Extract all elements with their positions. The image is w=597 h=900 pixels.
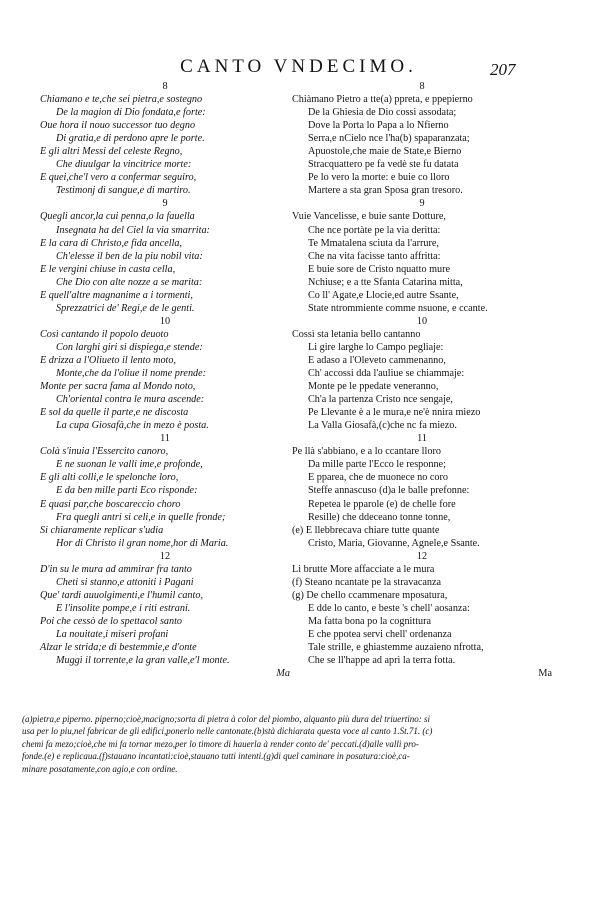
- footnote-line: (a)pietra,e piperno. piperno;cioè,macigno;sorta di pietra à color del piombo, alquanto più dura del triuertino: si: [22, 714, 430, 724]
- verse-line: Ch' accossi dda l'auliue se chiammaje:: [308, 368, 465, 380]
- stanza-number: 9: [162, 198, 168, 210]
- verse-line: Ch'a la partenza Cristo nce sengaje,: [308, 394, 453, 406]
- verse-line: E sol da quelle il parte,e ne discosta: [40, 407, 189, 419]
- page-title: CANTO VNDECIMO.: [180, 56, 417, 77]
- verse-line: Te Mmatalena sciuta da l'arrure,: [308, 237, 439, 249]
- verse-line: E drizza a l'Oliueto il lento moto,: [40, 354, 177, 366]
- stanza-number: 9: [419, 198, 425, 210]
- stanza-number: 11: [160, 433, 170, 445]
- verse-line: Chiàmano Pietro a tte(a) ppreta, e ppepierno: [292, 94, 473, 106]
- verse-line: Poi che cessò de lo spettacol santo: [40, 615, 183, 627]
- verse-line: E pparea, che de muonece no coro: [308, 472, 449, 484]
- verse-line: D'in su le mura ad ammirar fra tanto: [40, 563, 192, 575]
- verse-line: Ch'oriental contra le mura ascende:: [56, 394, 205, 406]
- verse-line: E da ben mille parti Eco risponde:: [56, 485, 198, 497]
- verse-line: Ma fatta bona po la cognittura: [308, 615, 432, 627]
- verse-line: Chiamano e te,che sei pietra,e sostegno: [40, 94, 203, 106]
- verse-line: Pe llà s'abbiano, e a lo ccantare lloro: [292, 446, 441, 458]
- verse-line: Resille) che ddeceano tonne tonne,: [308, 511, 451, 523]
- verse-line: Muggì il torrente,e la gran valle,e'l monte.: [56, 655, 230, 667]
- verse-line: Quegli ancor,la cui penna,o la fauella: [40, 211, 195, 223]
- verse-line: E quell'altre magnanime a i tormenti,: [40, 289, 193, 301]
- verse-line: State ntrommiente comme nsuone, e ccante.: [308, 302, 488, 314]
- footnote-line: chemi fa mezo;cioè,che mi fa tornar mezo,per lo timore di hauerla à render conto de' peccati.(d)alle valli pro-: [22, 738, 419, 749]
- verse-line: La cupa Giosafà,che in mezo è posta.: [56, 420, 209, 432]
- verse-line: Alzar le strida;e di bestemmie,e d'onte: [40, 642, 197, 654]
- catchword: Ma: [276, 668, 290, 680]
- verse-line: Insegnata ha del Ciel la via smarrita:: [56, 224, 210, 236]
- verse-line: (f) Steano ncantate pe la stravacanza: [292, 576, 442, 588]
- catchword: Ma: [538, 668, 552, 680]
- verse-line: Pe lo vero la morte: e buie co lloro: [308, 172, 450, 184]
- verse-line: Così cantando il popolo deuoto: [40, 328, 169, 340]
- stanza-number: 8: [419, 81, 425, 92]
- verse-line: E ne suonan le valli ime,e profonde,: [56, 459, 203, 471]
- verse-line: Colà s'inuia l'Essercito canoro,: [40, 446, 169, 458]
- neapolitan-verse-column: [292, 80, 552, 680]
- verse-line: Dove la Porta lo Papa a lo Nfierno: [308, 120, 449, 132]
- verse-line: Che se ll'happe ad aprì la terra fotta.: [308, 655, 456, 667]
- verse-line: Stracquattero pe fa vedè ste fu datata: [308, 159, 459, 171]
- verse-line: Serra,e nCielo nce l'ha(b) spaparanzata;: [308, 133, 470, 145]
- verse-line: Da mille parte l'Ecco le responne;: [308, 459, 446, 471]
- verse-line: E l'insolite pompe,e i riti estrani.: [56, 602, 191, 614]
- stanza-number: 10: [416, 315, 428, 327]
- stanza-number: 11: [417, 433, 427, 445]
- verse-line: Vuie Vancelisse, e buie sante Dotture,: [292, 211, 446, 223]
- verse-line: Martere a sta gran Sposa gran tresoro.: [308, 185, 463, 197]
- verse-line: E gli altri Messi del celeste Regno,: [40, 146, 183, 158]
- verse-line: Monte,che da l'oliue il nome prende:: [56, 368, 207, 380]
- verse-line: Cristo, Maria, Giovanne, Agnele,e Ssante.: [308, 537, 480, 549]
- stanza-number: 10: [159, 315, 171, 327]
- verse-line: (g) De chello ccammenare mposatura,: [292, 589, 448, 601]
- verse-line: La nouitate,i miseri profani: [56, 628, 169, 640]
- verse-line: Pe Llevante è a le mura,e ne'è nnira miezo: [308, 407, 481, 419]
- stanza-number: 12: [159, 550, 171, 562]
- verse-line: Repetea le pparole (e) de chelle fore: [308, 498, 456, 510]
- verse-line: Che na vita facisse tanto affritta:: [308, 250, 441, 262]
- verse-line: E la cara di Christo,e fida ancella,: [40, 237, 183, 249]
- italian-verse-column: [40, 80, 290, 680]
- footnotes: [22, 713, 570, 775]
- stanza-number: 12: [416, 550, 428, 562]
- verse-line: De la Ghiesia de Dio cossi assodata;: [308, 107, 457, 119]
- verse-line: Che nce portàte pe la via deritta:: [308, 224, 441, 236]
- verse-line: Fra quegli antri si celi,e in quelle fronde;: [56, 511, 226, 523]
- verse-line: La Valla Giosafà,(c)che nc fa miezo.: [308, 420, 457, 432]
- verse-line: E che ppotea servi chell' ordenanza: [308, 628, 452, 640]
- footnote-line: fonde.(e) e replicaua.(f)stauano incantati:cioè,stauano tutti intenti.(g)di quel caminare in posatura:cioè,ca-: [22, 751, 410, 762]
- verse-line: Che Dio con alte nozze a se marita:: [56, 276, 203, 288]
- verse-line: Steffe annascuso (d)a le balle prefonne:: [308, 485, 470, 497]
- verse-line: E quasi par,che boscareccio choro: [40, 498, 181, 510]
- verse-line: Sprezzatrici de' Regi,e de le genti.: [56, 302, 195, 314]
- verse-line: Si chiaramente replicar s'udia: [40, 524, 164, 536]
- verse-line: E buie sore de Cristo nquatto mure: [308, 263, 451, 275]
- verse-line: Testimonj di sangue,e di martiro.: [56, 185, 191, 197]
- page-number: 207: [490, 60, 516, 79]
- footnote-line: usa per lo piu,nel fabricar de gli edifici,ponerlo nelle cantonate.(b)stà dichiarata questa voce al canto 1.St.71. (c): [22, 726, 433, 737]
- verse-line: Que' tardi auuolgimenti,e l'humil canto,: [40, 589, 203, 601]
- stanza-number: 8: [162, 81, 168, 92]
- verse-line: E le vergini chiuse in casta cella,: [40, 263, 176, 275]
- verse-line: Hor di Christo il gran nome,hor di Maria.: [56, 537, 229, 549]
- footnote-line: minare posatamente,con agio,e con ordine.: [22, 763, 178, 774]
- verse-line: Li brutte More affacciate a le mura: [292, 563, 435, 575]
- verse-line: Nchiuse; e a tte Sfanta Catarina mitta,: [308, 276, 463, 288]
- verse-line: Che diuulgar la vincitrice morte:: [56, 159, 192, 171]
- verse-line: Tale strille, e ghiastemme auzaieno nfrotta,: [308, 642, 484, 654]
- verse-line: De la magion di Dio fondata,e forte:: [56, 107, 206, 119]
- verse-line: Monte pe le ppedate veneranno,: [308, 381, 439, 393]
- verse-line: Di gratia,e di perdono apre le porte.: [56, 133, 205, 145]
- verse-line: Monte per sacra fama al Mondo noto,: [40, 381, 196, 393]
- verse-line: Co ll' Agate,e Llocie,ed autre Ssante,: [308, 289, 459, 301]
- verse-line: E quei,che'l vero a confermar seguiro,: [40, 172, 197, 184]
- verse-line: E dde lo canto, e beste 's chell' aosanza:: [308, 602, 470, 614]
- verse-line: (e) E llebbrecava chiare tutte quante: [292, 524, 440, 536]
- verse-line: Con larghi giri si dispiega,e stende:: [56, 341, 203, 353]
- verse-line: Oue hora il nouo successor tuo degno: [40, 120, 196, 132]
- verse-line: Cossì sta letania bello cantanno: [292, 328, 421, 340]
- verse-line: Cheti si stanno,e attoniti i Pagani: [56, 576, 194, 588]
- verse-line: Apuostole,che maie de State,e Bierno: [308, 146, 462, 158]
- verse-line: E gli alti colli,e le spelonche loro,: [40, 472, 179, 484]
- verse-line: Ch'elesse il ben de la piu nobil vita:: [56, 250, 203, 262]
- verse-line: E adaso a l'Oleveto cammenanno,: [308, 354, 446, 366]
- verse-line: Li gire larghe lo Campo pegliaje:: [308, 341, 444, 353]
